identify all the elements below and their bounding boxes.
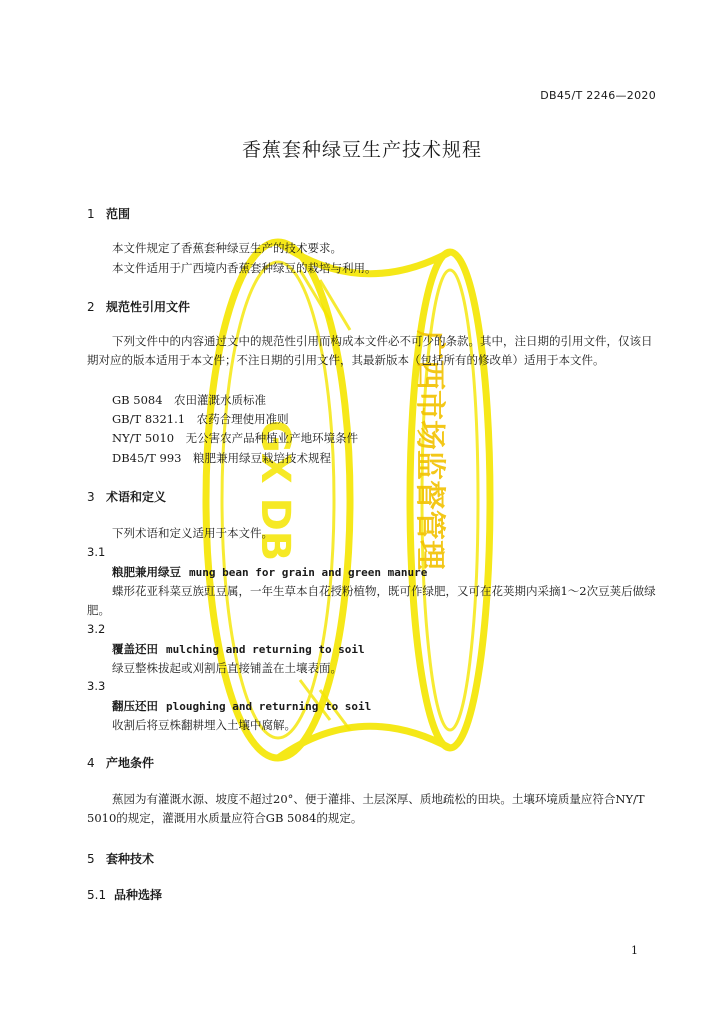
term-entry — [112, 564, 427, 580]
term-cn: 翻压还田 — [112, 699, 158, 713]
reference-item: NY/T 5010 无公害农产品种植业产地环境条件 — [112, 431, 359, 445]
section-4-para-1: 蕉园为有灌溉水源、坡度不超过20°、便于灌排、土层深厚、质地疏松的田块。土壤环境质量应符合NY/T 5010的规定，灌溉用水质量应符合GB 5084的规定。 — [87, 792, 645, 825]
term-entry — [112, 698, 371, 714]
term-number: 3.2 — [87, 622, 106, 636]
section-2-para-1: 下列文件中的内容通过文中的规范性引用而构成本文件必不可少的条款。其中，注日期的引用文件，仅该日期对应的版本适用于本文件；不注日期的引用文件，其最新版本（包括所有的修改单）适用于本文件。 — [87, 334, 653, 367]
term-definition: 收割后将豆株翻耕埋入土壤中腐解。 — [112, 718, 296, 732]
page-title: 香蕉套种绿豆生产技术规程 — [241, 139, 482, 161]
section-heading-1: 1 范围 — [87, 207, 131, 221]
watermark-stamp-text: 广西市场监督管理 — [412, 330, 447, 570]
term-cn: 覆盖还田 — [112, 642, 158, 656]
section-1-para-2: 本文件适用于广西境内香蕉套种绿豆的栽培与利用。 — [112, 261, 377, 275]
term-en: mung bean for grain and green manure — [189, 566, 428, 579]
term-definition: 绿豆整株拔起或刈割后直接铺盖在土壤表面。 — [112, 661, 342, 675]
section-heading-5: 5 套种技术 — [87, 852, 155, 866]
reference-item: DB45/T 993 粮肥兼用绿豆栽培技术规程 — [112, 451, 331, 465]
term-en: ploughing and returning to soil — [166, 700, 372, 713]
section-heading-5-1: 5.1 品种选择 — [87, 888, 163, 902]
term-definition: 蝶形花亚科菜豆族豇豆属，一年生草本自花授粉植物，既可作绿肥，又可在花荚期内采摘1～2次豆荚后做绿肥。 — [87, 584, 656, 617]
reference-item: GB 5084 农田灌溉水质标准 — [112, 393, 267, 407]
section-1-para-1: 本文件规定了香蕉套种绿豆生产的技术要求。 — [112, 241, 342, 255]
term-en: mulching and returning to soil — [166, 643, 365, 656]
section-heading-3: 3 术语和定义 — [87, 490, 167, 504]
term-number: 3.1 — [87, 545, 106, 559]
term-cn: 粮肥兼用绿豆 — [112, 565, 181, 579]
section-3-para-1: 下列术语和定义适用于本文件。 — [112, 526, 273, 540]
section-heading-2: 2 规范性引用文件 — [87, 300, 191, 314]
term-entry — [112, 641, 365, 657]
watermark-logo-text: GX DB — [252, 420, 298, 562]
standard-code: DB45/T 2246—2020 — [540, 89, 656, 102]
reference-item: GB/T 8321.1 农药合理使用准则 — [112, 412, 289, 426]
section-heading-4: 4 产地条件 — [87, 756, 155, 770]
page-number: 1 — [631, 944, 638, 957]
term-number: 3.3 — [87, 679, 106, 693]
